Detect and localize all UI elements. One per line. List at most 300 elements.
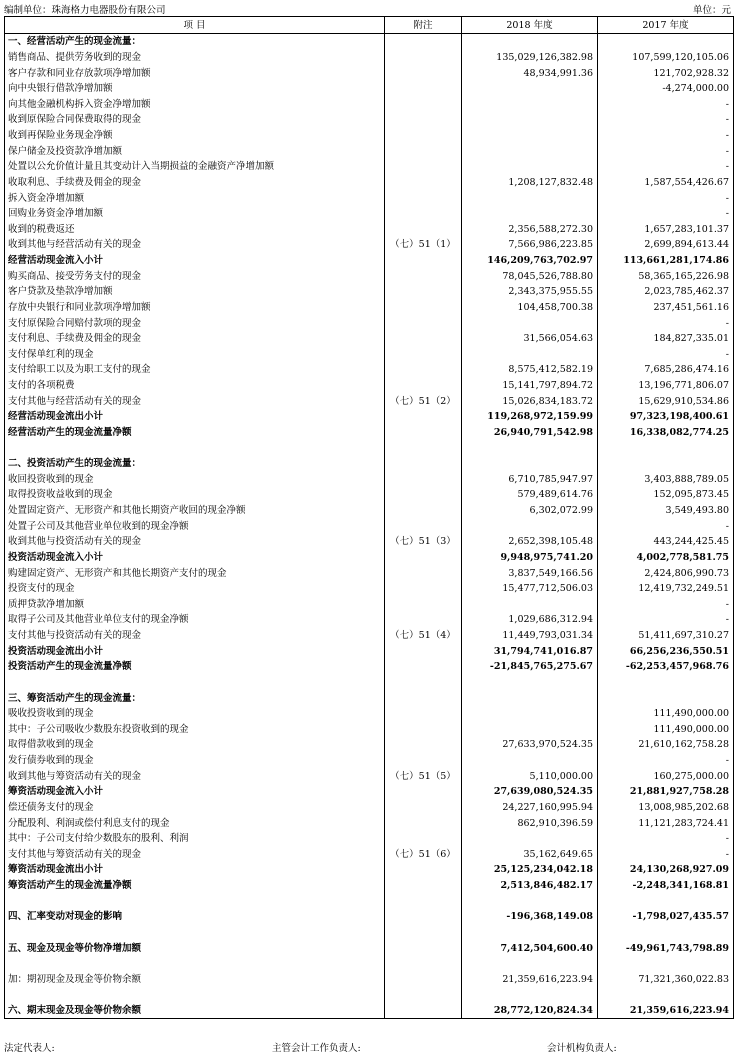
row-value-2018: 1,208,127,832.48 <box>462 175 598 191</box>
row-label: 投资活动现金流出小计 <box>5 643 385 659</box>
row-label: 分配股利、利润或偿付利息支付的现金 <box>5 815 385 831</box>
row-note <box>385 878 462 894</box>
row-label: 加：期初现金及现金等价物余额 <box>5 972 385 988</box>
row-note <box>385 97 462 113</box>
table-row <box>5 128 734 144</box>
row-note <box>385 675 462 691</box>
row-note <box>385 659 462 675</box>
row-value-2018 <box>462 893 598 909</box>
row-note <box>385 940 462 956</box>
row-label <box>5 987 385 1003</box>
row-value-2017: -1,798,027,435.57 <box>598 909 734 925</box>
row-note <box>385 362 462 378</box>
table-row <box>5 550 734 566</box>
row-label: 收到其他与经营活动有关的现金 <box>5 237 385 253</box>
table-row <box>5 347 734 363</box>
row-value-2018: 7,412,504,600.40 <box>462 940 598 956</box>
row-value-2018: 35,162,649.65 <box>462 847 598 863</box>
row-note <box>385 34 462 50</box>
table-row <box>5 472 734 488</box>
row-label: 拆入资金净增加额 <box>5 190 385 206</box>
row-value-2018 <box>462 190 598 206</box>
table-row <box>5 784 734 800</box>
row-label <box>5 956 385 972</box>
table-row <box>5 409 734 425</box>
row-value-2018 <box>462 159 598 175</box>
row-label: 支付原保险合同赔付款项的现金 <box>5 315 385 331</box>
table-row <box>5 815 734 831</box>
table-row <box>5 768 734 784</box>
row-note <box>385 987 462 1003</box>
row-note <box>385 409 462 425</box>
row-note <box>385 831 462 847</box>
row-value-2017: 237,451,561.16 <box>598 300 734 316</box>
table-row <box>5 972 734 988</box>
row-value-2018 <box>462 518 598 534</box>
row-label: 处置固定资产、无形资产和其他长期资产收回的现金净额 <box>5 503 385 519</box>
row-value-2017 <box>598 925 734 941</box>
row-value-2017 <box>598 456 734 472</box>
row-label: 回购业务资金净增加额 <box>5 206 385 222</box>
row-note <box>385 472 462 488</box>
row-value-2018 <box>462 81 598 97</box>
row-note <box>385 706 462 722</box>
row-value-2017: 15,629,910,534.86 <box>598 393 734 409</box>
row-label: 偿还债务支付的现金 <box>5 800 385 816</box>
row-value-2018: 7,566,986,223.85 <box>462 237 598 253</box>
row-note <box>385 425 462 441</box>
row-value-2017: 13,008,985,202.68 <box>598 800 734 816</box>
row-value-2018: 78,045,526,788.80 <box>462 268 598 284</box>
signature-footer <box>4 1040 731 1056</box>
table-row <box>5 456 734 472</box>
row-value-2017 <box>598 440 734 456</box>
row-note <box>385 597 462 613</box>
table-row <box>5 143 734 159</box>
header-note: 附注 <box>385 17 462 34</box>
row-label: 经营活动产生的现金流量净额 <box>5 425 385 441</box>
row-value-2017: 121,702,928.32 <box>598 65 734 81</box>
row-value-2018 <box>462 97 598 113</box>
table-row <box>5 300 734 316</box>
row-value-2017: 21,881,927,758.28 <box>598 784 734 800</box>
row-label: 支付给职工以及为职工支付的现金 <box>5 362 385 378</box>
row-value-2018: 135,029,126,382.98 <box>462 50 598 66</box>
row-value-2017: - <box>598 831 734 847</box>
table-row <box>5 50 734 66</box>
row-value-2017: 3,403,888,789.05 <box>598 472 734 488</box>
row-value-2017 <box>598 956 734 972</box>
row-value-2017: 107,599,120,105.06 <box>598 50 734 66</box>
row-note <box>385 753 462 769</box>
row-value-2018: 3,837,549,166.56 <box>462 565 598 581</box>
row-value-2018 <box>462 956 598 972</box>
table-row <box>5 362 734 378</box>
spacer-row <box>5 987 734 1003</box>
row-note <box>385 550 462 566</box>
row-value-2017: - <box>598 190 734 206</box>
row-note <box>385 722 462 738</box>
table-row <box>5 425 734 441</box>
row-value-2017: 2,424,806,990.73 <box>598 565 734 581</box>
row-value-2017 <box>598 893 734 909</box>
row-note <box>385 503 462 519</box>
row-value-2017: 66,256,236,550.51 <box>598 643 734 659</box>
table-row <box>5 315 734 331</box>
row-note <box>385 112 462 128</box>
row-note <box>385 315 462 331</box>
row-label: 客户贷款及垫款净增加额 <box>5 284 385 300</box>
header-item: 项 目 <box>5 17 385 34</box>
row-label: 收到的税费返还 <box>5 222 385 238</box>
row-value-2018: 2,343,375,955.55 <box>462 284 598 300</box>
legal-rep-label: 法定代表人: <box>4 1043 55 1054</box>
row-label: 经营活动现金流出小计 <box>5 409 385 425</box>
row-note <box>385 143 462 159</box>
table-row <box>5 628 734 644</box>
table-row <box>5 581 734 597</box>
table-row <box>5 612 734 628</box>
row-note <box>385 253 462 269</box>
table-row <box>5 753 734 769</box>
row-value-2018 <box>462 440 598 456</box>
table-row <box>5 800 734 816</box>
row-value-2018: 2,356,588,272.30 <box>462 222 598 238</box>
row-value-2017: 58,365,165,226.98 <box>598 268 734 284</box>
row-label: 收到其他与筹资活动有关的现金 <box>5 768 385 784</box>
row-value-2018: 2,513,846,482.17 <box>462 878 598 894</box>
row-value-2018 <box>462 112 598 128</box>
row-label: 投资活动产生的现金流量净额 <box>5 659 385 675</box>
row-label: 发行债券收到的现金 <box>5 753 385 769</box>
row-note: （七）51（4） <box>385 628 462 644</box>
table-row <box>5 222 734 238</box>
row-note <box>385 440 462 456</box>
spacer-row <box>5 925 734 941</box>
row-label: 支付的各项税费 <box>5 378 385 394</box>
row-label: 三、筹资活动产生的现金流量： <box>5 690 385 706</box>
table-row <box>5 284 734 300</box>
row-value-2017 <box>598 987 734 1003</box>
row-value-2017: 160,275,000.00 <box>598 768 734 784</box>
row-note <box>385 222 462 238</box>
row-note <box>385 518 462 534</box>
row-note <box>385 1003 462 1019</box>
row-note: （七）51（5） <box>385 768 462 784</box>
table-row <box>5 65 734 81</box>
table-row <box>5 706 734 722</box>
row-value-2017: 16,338,082,774.25 <box>598 425 734 441</box>
row-note <box>385 50 462 66</box>
row-note <box>385 378 462 394</box>
row-value-2018 <box>462 456 598 472</box>
table-row <box>5 878 734 894</box>
table-row <box>5 737 734 753</box>
row-value-2018 <box>462 831 598 847</box>
row-label: 收取利息、手续费及佣金的现金 <box>5 175 385 191</box>
row-label: 收到原保险合同保费取得的现金 <box>5 112 385 128</box>
row-value-2017: 1,657,283,101.37 <box>598 222 734 238</box>
row-note <box>385 784 462 800</box>
row-value-2017 <box>598 690 734 706</box>
row-note <box>385 737 462 753</box>
row-label: 其中：子公司支付给少数股东的股利、利润 <box>5 831 385 847</box>
row-value-2018: 2,652,398,105.48 <box>462 534 598 550</box>
row-label <box>5 440 385 456</box>
row-label: 向中央银行借款净增加额 <box>5 81 385 97</box>
table-row <box>5 253 734 269</box>
row-value-2017: 152,095,873.45 <box>598 487 734 503</box>
row-note <box>385 925 462 941</box>
accounting-head-label: 主管会计工作负责人: <box>272 1043 361 1054</box>
row-value-2017: - <box>598 206 734 222</box>
row-value-2017: 4,002,778,581.75 <box>598 550 734 566</box>
row-value-2017: 184,827,335.01 <box>598 331 734 347</box>
row-note <box>385 972 462 988</box>
row-value-2017: 13,196,771,806.07 <box>598 378 734 394</box>
row-label: 收到其他与投资活动有关的现金 <box>5 534 385 550</box>
table-row <box>5 175 734 191</box>
row-label: 向其他金融机构拆入资金净增加额 <box>5 97 385 113</box>
table-row <box>5 112 734 128</box>
row-note <box>385 862 462 878</box>
row-label: 保户储金及投资款净增加额 <box>5 143 385 159</box>
row-label: 收回投资收到的现金 <box>5 472 385 488</box>
row-note: （七）51（6） <box>385 847 462 863</box>
accounting-dept-label: 会计机构负责人: <box>547 1043 617 1054</box>
row-value-2018: 31,794,741,016.87 <box>462 643 598 659</box>
row-label: 其中：子公司吸收少数股东投资收到的现金 <box>5 722 385 738</box>
row-value-2018: 26,940,791,542.98 <box>462 425 598 441</box>
row-value-2017: - <box>598 315 734 331</box>
row-note <box>385 565 462 581</box>
row-value-2017: - <box>598 612 734 628</box>
row-value-2018 <box>462 34 598 50</box>
row-label: 五、现金及现金等价物净增加额 <box>5 940 385 956</box>
row-note <box>385 300 462 316</box>
row-label: 收到再保险业务现金净额 <box>5 128 385 144</box>
row-value-2018 <box>462 315 598 331</box>
row-value-2018 <box>462 706 598 722</box>
row-value-2018: 15,141,797,894.72 <box>462 378 598 394</box>
row-label: 取得借款收到的现金 <box>5 737 385 753</box>
table-row <box>5 487 734 503</box>
table-row <box>5 268 734 284</box>
row-value-2017 <box>598 34 734 50</box>
row-value-2018: 146,209,763,702.97 <box>462 253 598 269</box>
row-value-2018: -196,368,149.08 <box>462 909 598 925</box>
table-row <box>5 34 734 50</box>
table-row <box>5 862 734 878</box>
row-note <box>385 893 462 909</box>
row-value-2017: - <box>598 97 734 113</box>
row-label: 取得投资收益收到的现金 <box>5 487 385 503</box>
row-note <box>385 65 462 81</box>
table-row <box>5 597 734 613</box>
row-value-2017: 97,323,198,400.61 <box>598 409 734 425</box>
table-row <box>5 159 734 175</box>
row-label: 取得子公司及其他营业单位支付的现金净额 <box>5 612 385 628</box>
table-row <box>5 331 734 347</box>
row-value-2018 <box>462 722 598 738</box>
row-note <box>385 331 462 347</box>
table-row <box>5 831 734 847</box>
row-value-2017: - <box>598 128 734 144</box>
row-label: 四、汇率变动对现金的影响 <box>5 909 385 925</box>
table-row <box>5 565 734 581</box>
row-value-2018 <box>462 753 598 769</box>
row-value-2018: 579,489,614.76 <box>462 487 598 503</box>
table-body <box>5 34 734 1019</box>
table-row <box>5 722 734 738</box>
row-value-2017: - <box>598 753 734 769</box>
row-value-2018: 6,710,785,947.97 <box>462 472 598 488</box>
table-row <box>5 503 734 519</box>
table-row <box>5 1003 734 1019</box>
row-label <box>5 925 385 941</box>
row-value-2018: 119,268,972,159.99 <box>462 409 598 425</box>
row-note <box>385 581 462 597</box>
table-row <box>5 643 734 659</box>
table-row <box>5 393 734 409</box>
row-value-2018: 6,302,072.99 <box>462 503 598 519</box>
row-label: 投资支付的现金 <box>5 581 385 597</box>
row-value-2017: 443,244,425.45 <box>598 534 734 550</box>
row-value-2018: 15,477,712,506.03 <box>462 581 598 597</box>
row-note <box>385 487 462 503</box>
row-note <box>385 956 462 972</box>
row-value-2018: 27,633,970,524.35 <box>462 737 598 753</box>
row-note <box>385 643 462 659</box>
row-value-2018 <box>462 690 598 706</box>
row-label: 购买商品、接受劳务支付的现金 <box>5 268 385 284</box>
row-value-2018 <box>462 206 598 222</box>
row-value-2017: - <box>598 112 734 128</box>
row-label: 支付其他与投资活动有关的现金 <box>5 628 385 644</box>
row-note <box>385 128 462 144</box>
row-label: 经营活动现金流入小计 <box>5 253 385 269</box>
cash-flow-table <box>4 16 734 1019</box>
spacer-row <box>5 956 734 972</box>
row-value-2018 <box>462 925 598 941</box>
row-label: 处置以公允价值计量且其变动计入当期损益的金融资产净增加额 <box>5 159 385 175</box>
row-label: 筹资活动现金流入小计 <box>5 784 385 800</box>
row-value-2018: 11,449,793,031.34 <box>462 628 598 644</box>
row-value-2018 <box>462 128 598 144</box>
report-header <box>4 0 731 16</box>
row-value-2017: -4,274,000.00 <box>598 81 734 97</box>
spacer-row <box>5 893 734 909</box>
row-label: 二、投资活动产生的现金流量： <box>5 456 385 472</box>
row-label: 支付利息、手续费及佣金的现金 <box>5 331 385 347</box>
row-label: 筹资活动现金流出小计 <box>5 862 385 878</box>
row-value-2017: 2,699,894,613.44 <box>598 237 734 253</box>
row-value-2018: 8,575,412,582.19 <box>462 362 598 378</box>
row-note <box>385 612 462 628</box>
row-value-2017: 21,359,616,223.94 <box>598 1003 734 1019</box>
table-row <box>5 659 734 675</box>
header-2018: 2018 年度 <box>462 17 598 34</box>
row-value-2017: 111,490,000.00 <box>598 722 734 738</box>
table-row <box>5 534 734 550</box>
table-row <box>5 909 734 925</box>
spacer-row <box>5 440 734 456</box>
row-value-2017: 113,661,281,174.86 <box>598 253 734 269</box>
table-row <box>5 690 734 706</box>
row-value-2018: 1,029,686,312.94 <box>462 612 598 628</box>
header-2017: 2017 年度 <box>598 17 734 34</box>
row-note <box>385 909 462 925</box>
row-value-2018 <box>462 675 598 691</box>
row-value-2017: - <box>598 159 734 175</box>
row-note <box>385 815 462 831</box>
row-note <box>385 284 462 300</box>
row-value-2017: - <box>598 143 734 159</box>
currency-unit: 单位：元 <box>692 5 731 16</box>
table-row <box>5 237 734 253</box>
table-row <box>5 940 734 956</box>
row-label: 处置子公司及其他营业单位收到的现金净额 <box>5 518 385 534</box>
row-note <box>385 190 462 206</box>
table-row <box>5 206 734 222</box>
row-value-2018: 21,359,616,223.94 <box>462 972 598 988</box>
row-value-2018 <box>462 597 598 613</box>
row-value-2017: 3,549,493.80 <box>598 503 734 519</box>
row-label: 质押贷款净增加额 <box>5 597 385 613</box>
row-value-2017: 71,321,360,022.83 <box>598 972 734 988</box>
row-label: 筹资活动产生的现金流量净额 <box>5 878 385 894</box>
row-value-2017: 12,419,732,249.51 <box>598 581 734 597</box>
row-note: （七）51（2） <box>385 393 462 409</box>
table-row <box>5 81 734 97</box>
table-row <box>5 518 734 534</box>
row-value-2018: 25,125,234,042.18 <box>462 862 598 878</box>
row-value-2018: 9,948,975,741.20 <box>462 550 598 566</box>
row-label <box>5 893 385 909</box>
row-value-2018: 28,772,120,824.34 <box>462 1003 598 1019</box>
row-value-2018: 27,639,080,524.35 <box>462 784 598 800</box>
row-note <box>385 456 462 472</box>
row-value-2017: 24,130,268,927.09 <box>598 862 734 878</box>
row-label: 支付其他与筹资活动有关的现金 <box>5 847 385 863</box>
row-value-2017: 2,023,785,462.37 <box>598 284 734 300</box>
row-note <box>385 347 462 363</box>
row-value-2018: -21,845,765,275.67 <box>462 659 598 675</box>
table-row <box>5 847 734 863</box>
row-value-2017: -62,253,457,968.76 <box>598 659 734 675</box>
row-label <box>5 675 385 691</box>
row-label: 存放中央银行和同业款项净增加额 <box>5 300 385 316</box>
row-note <box>385 159 462 175</box>
row-label: 支付保单红利的现金 <box>5 347 385 363</box>
row-label: 投资活动现金流入小计 <box>5 550 385 566</box>
row-value-2018: 15,026,834,183.72 <box>462 393 598 409</box>
spacer-row <box>5 675 734 691</box>
row-label: 支付其他与经营活动有关的现金 <box>5 393 385 409</box>
row-value-2018: 24,227,160,995.94 <box>462 800 598 816</box>
row-note <box>385 268 462 284</box>
row-value-2018 <box>462 987 598 1003</box>
row-value-2017: 51,411,697,310.27 <box>598 628 734 644</box>
row-value-2017: - <box>598 847 734 863</box>
row-label: 吸收投资收到的现金 <box>5 706 385 722</box>
row-label: 销售商品、提供劳务收到的现金 <box>5 50 385 66</box>
row-note <box>385 175 462 191</box>
table-row <box>5 97 734 113</box>
row-value-2018: 5,110,000.00 <box>462 768 598 784</box>
row-note: （七）51（3） <box>385 534 462 550</box>
row-value-2018: 48,934,991.36 <box>462 65 598 81</box>
